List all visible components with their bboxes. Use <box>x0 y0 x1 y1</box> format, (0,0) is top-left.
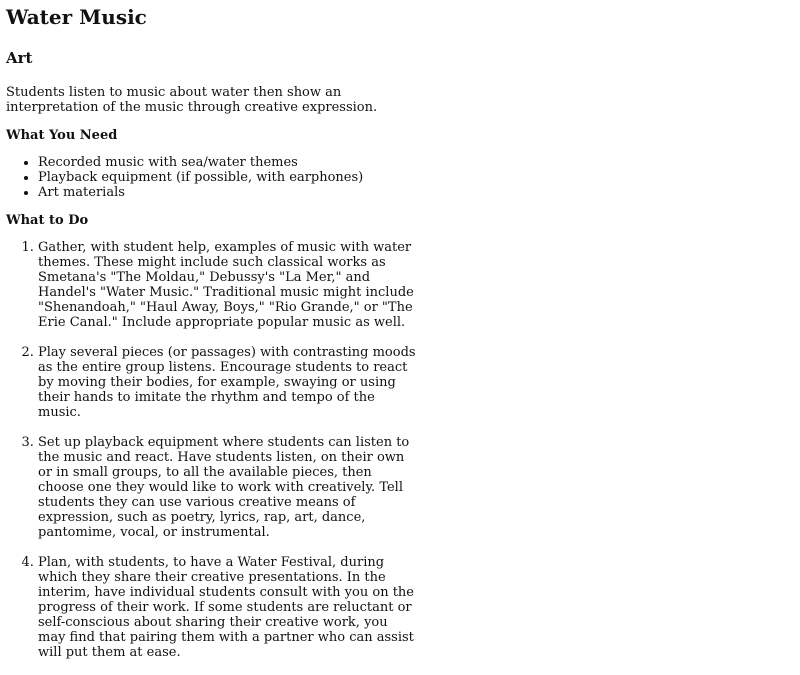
list-item: • Art materials <box>38 185 416 200</box>
materials-list <box>6 155 416 200</box>
page-title: Water Music <box>6 5 147 29</box>
step-item: 1. Gather, with student help, examples of music with water themes. These might include such classical works as Smetana's "The Moldau," Debussy's "La Mer," and Handel's "Water Music." Traditional music might include "Shenandoah," "Haul Away, Boys," "Rio Grande," or "The Erie Canal." Include appropriate popular music as well. <box>38 240 416 330</box>
step-item: 3. Set up playback equipment where students can listen to the music and react. Have students listen, on their own or in small groups, to all the available pieces, then choose one they would like to work with creatively. Tell students they can use various creative means of expression, such as poetry, lyrics, rap, art, dance, pantomime, vocal, or instrumental. <box>38 435 416 540</box>
list-item: • Recorded music with sea/water themes <box>38 155 416 170</box>
list-item: • Playback equipment (if possible, with earphones) <box>38 170 416 185</box>
steps-list <box>6 240 416 660</box>
step-item: 4. Plan, with students, to have a Water Festival, during which they share their creative presentations. In the interim, have individual students consult with you on the progress of their work. If some students are reluctant or self-conscious about sharing their creative work, you may find that pairing them with a partner who can assist will put them at ease. <box>38 555 416 660</box>
article <box>6 4 416 675</box>
what-to-do-heading: What to Do <box>6 213 89 228</box>
step-item: 2. Play several pieces (or passages) with contrasting moods as the entire group listens. Encourage students to react by moving their bodies, for example, swaying or using their hands to imitate the rhythm and tempo of the music. <box>38 345 416 420</box>
subject-heading: Art <box>6 49 33 67</box>
intro-paragraph: Students listen to music about water then show an interpretation of the music through creative expression. <box>6 85 378 115</box>
what-you-need-heading: What You Need <box>6 128 118 143</box>
